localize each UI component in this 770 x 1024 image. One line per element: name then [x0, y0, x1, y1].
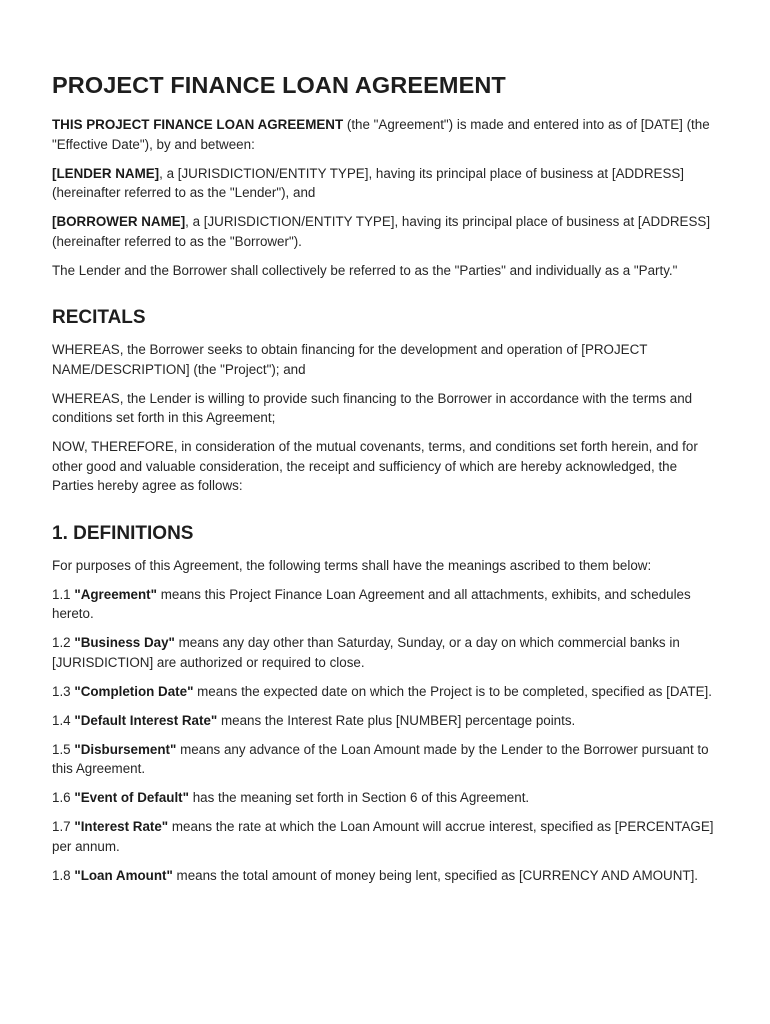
definitions-intro: For purposes of this Agreement, the following terms shall have the meanings ascribed to them below:	[52, 557, 652, 573]
definition-item: 1.5 "Disbursement" means any advance of the Loan Amount made by the Lender to the Borrower pursuant to this Agreement.	[52, 741, 709, 776]
definition-term: "Business Day"	[74, 635, 175, 650]
definition-item: 1.2 "Business Day" means any day other than Saturday, Sunday, or a day on which commercial banks in [JURISDICTION] are authorized or required to close.	[52, 635, 680, 670]
definition-item: 1.8 "Loan Amount" means the total amount of money being lent, specified as [CURRENCY AND AMOUNT].	[52, 867, 699, 883]
recital-paragraph-3: NOW, THEREFORE, in consideration of the mutual covenants, terms, and conditions set forth herein, and for other good and valuable consideration, the receipt and sufficiency of which are hereby acknowledged, the Parties hereby agree as follows:	[52, 439, 698, 493]
intro-paragraph	[52, 115, 720, 154]
document-title: PROJECT FINANCE LOAN AGREEMENT	[52, 72, 506, 98]
lender-paragraph	[52, 164, 720, 203]
definition-term: "Completion Date"	[74, 683, 194, 699]
borrower-paragraph	[52, 212, 720, 251]
definition-term: "Disbursement"	[74, 741, 177, 757]
document-page	[52, 70, 720, 895]
recitals-heading: RECITALS	[52, 307, 146, 328]
definition-item: 1.7 "Interest Rate" means the rate at which the Loan Amount will accrue interest, specified as [PERCENTAGE] per annum.	[52, 819, 714, 854]
recital-paragraph-1: WHEREAS, the Borrower seeks to obtain financing for the development and operation of [PROJECT NAME/DESCRIPTION] (the "Project"); and	[52, 342, 648, 377]
definition-item: 1.1 "Agreement" means this Project Finance Loan Agreement and all attachments, exhibits, and schedules hereto.	[52, 586, 691, 621]
intro-lead: THIS PROJECT FINANCE LOAN AGREEMENT	[52, 117, 344, 132]
definition-item: 1.6 "Event of Default" has the meaning set forth in Section 6 of this Agreement.	[52, 790, 530, 805]
definition-item: 1.3 "Completion Date" means the expected date on which the Project is to be completed, specified as [DATE].	[52, 683, 712, 699]
definition-term: "Loan Amount"	[74, 867, 173, 883]
definition-term: "Interest Rate"	[74, 819, 169, 834]
definitions-heading: 1. DEFINITIONS	[52, 522, 194, 544]
borrower-text: , a [JURISDICTION/ENTITY TYPE], having its principal place of business at [ADDRESS] (hereinafter referred to as the "Borrower").	[52, 214, 711, 249]
definition-term: "Event of Default"	[74, 790, 189, 805]
borrower-name: [BORROWER NAME]	[52, 214, 186, 229]
definition-term: "Default Interest Rate"	[74, 712, 218, 728]
lender-text: , a [JURISDICTION/ENTITY TYPE], having its principal place of business at [ADDRESS] (hereinafter referred to as the "Lender"), and	[52, 165, 685, 200]
definition-item: 1.4 "Default Interest Rate" means the Interest Rate plus [NUMBER] percentage points.	[52, 712, 576, 728]
parties-paragraph: The Lender and the Borrower shall collectively be referred to as the "Parties" and individually as a "Party."	[52, 262, 678, 278]
intro-text: (the "Agreement") is made and entered into as of [DATE] (the "Effective Date"), by and between:	[52, 117, 710, 152]
definition-term: "Agreement"	[74, 586, 157, 602]
recital-paragraph-2: WHEREAS, the Lender is willing to provide such financing to the Borrower in accordance with the terms and conditions set forth in this Agreement;	[52, 390, 693, 425]
lender-name: [LENDER NAME]	[52, 165, 160, 181]
